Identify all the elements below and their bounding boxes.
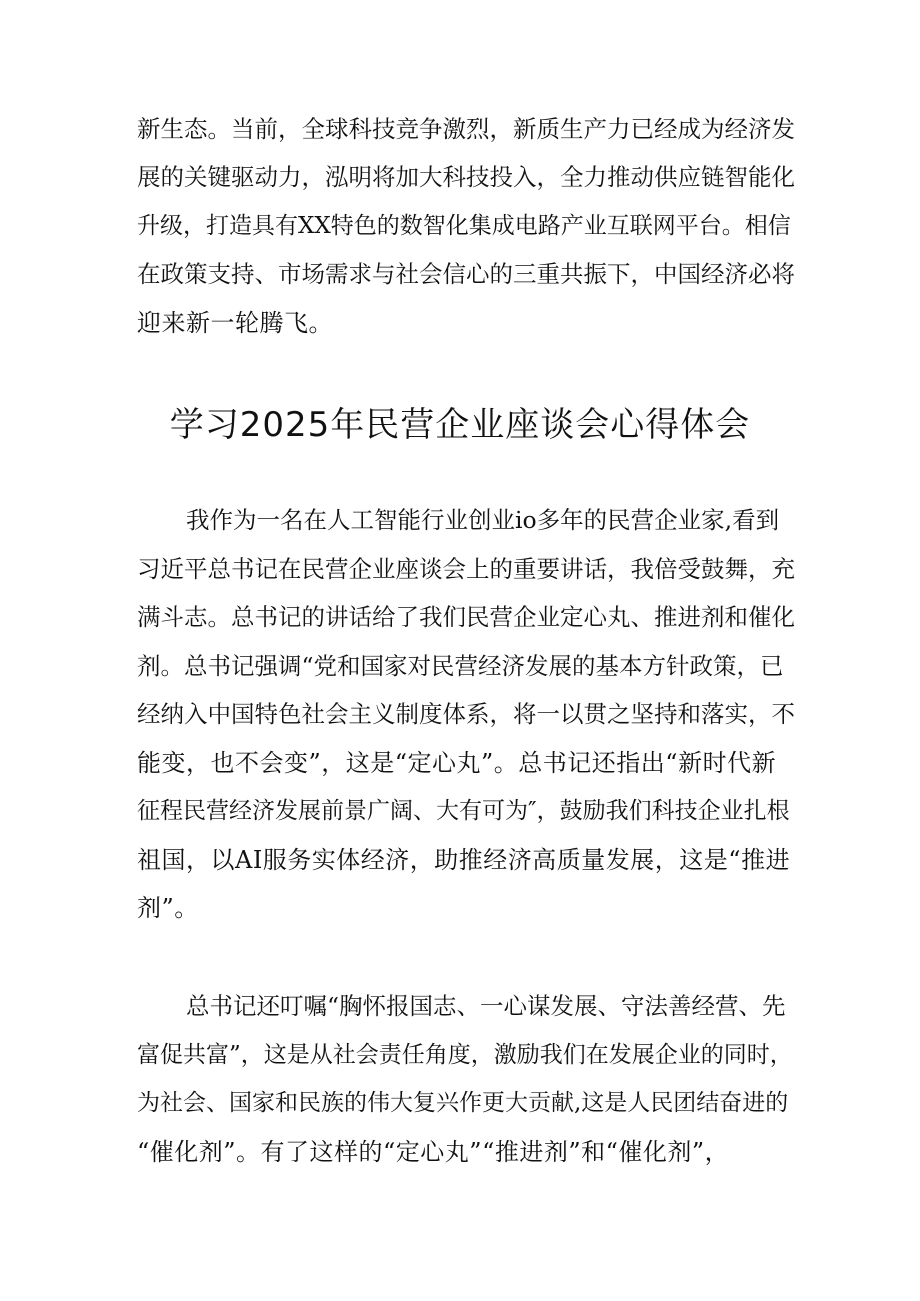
text-line: 展的关键驱动力，泓明将加大科技投入，全力推动供应链智能化 [137, 163, 795, 191]
text-line: 升级，打造具有XX特色的数智化集成电路产业互联网平台。相信 [137, 213, 791, 239]
text-line: 经纳入中国特色社会主义制度体系，将一以贯之坚持和落实，不 [137, 700, 795, 728]
text-line: 征程民营经济发展前景广阔、大有可为″，鼓励我们科技企业扎根 [137, 798, 790, 824]
text-line: 祖国，以AI服务实体经济，助推经济高质量发展，这是“推进 [137, 846, 791, 874]
text-line: 能变，也不会变”，这是“定心丸”。总书记还指出“新时代新 [137, 749, 777, 777]
text-line: 剂”。 [137, 894, 199, 922]
text-line: 我作为一名在人工智能行业创业io多年的民营企业家,看到 [186, 506, 780, 534]
document-title: 学习2025年民营企业座谈会心得体会 [169, 405, 751, 445]
text-line: 总书记还叮嘱“胸怀报国志、一心谋发展、守法善经营、先 [186, 992, 786, 1020]
text-line: 迎来新一轮腾飞。 [137, 309, 333, 337]
text-line: 富促共富”，这是从社会责任角度，激励我们在发展企业的同时， [137, 1042, 793, 1068]
text-line: “催化剂”。有了这样的“定心丸”“推进剂”和“催化剂”， [137, 1138, 730, 1166]
text-line: 在政策支持、市场需求与社会信心的三重共振下，中国经济必将 [137, 260, 795, 288]
text-line: 满斗志。总书记的讲话给了我们民营企业定心丸、推进剂和催化 [137, 603, 795, 631]
text-line: 新生态。当前，全球科技竞争激烈，新质生产力已经成为经济发 [137, 115, 795, 143]
text-line: 为社会、国家和民族的伟大复兴作更大贡献,这是人民团结奋进的 [137, 1090, 789, 1116]
text-line: 剂。总书记强调“党和国家对民营经济发展的基本方针政策，已 [137, 652, 784, 680]
text-line: 习近平总书记在民营企业座谈会上的重要讲话，我倍受鼓舞，充 [137, 555, 795, 583]
